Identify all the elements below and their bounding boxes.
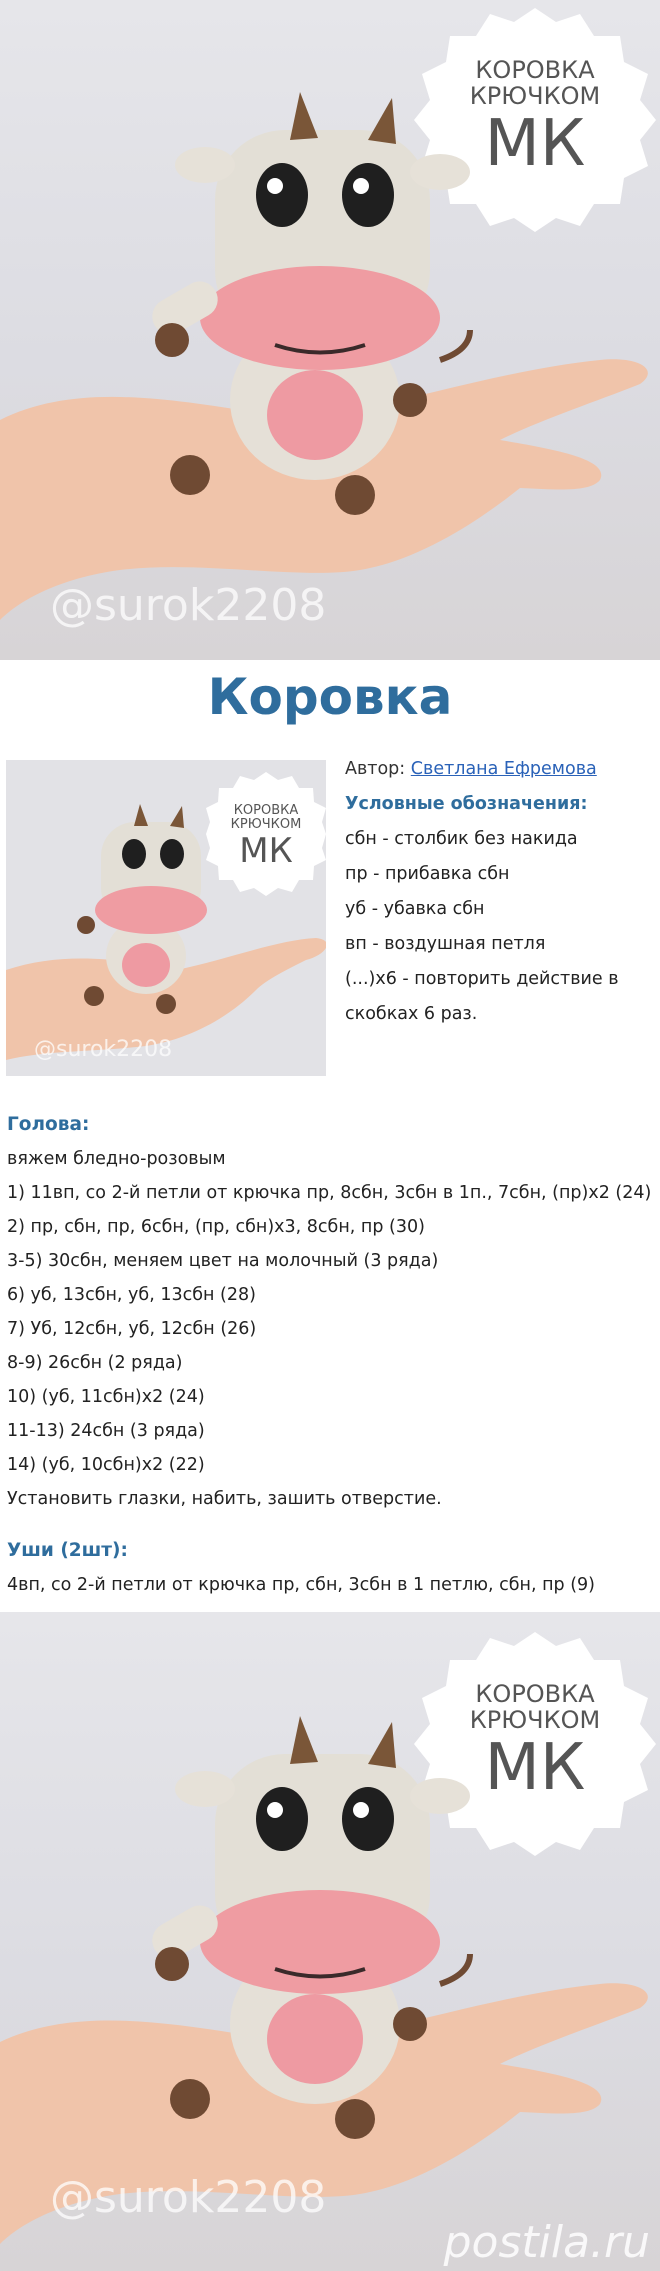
step-line: 6) уб, 13сбн, уб, 13сбн (28)	[7, 1285, 256, 1305]
badge-line1: КОРОВКА	[475, 56, 595, 84]
watermark: @surok2208	[50, 2172, 327, 2223]
site-watermark: postila.ru	[443, 2217, 650, 2268]
legend-item: пр - прибавка сбн	[345, 864, 510, 884]
badge-line2: КРЮЧКОМ	[469, 82, 601, 110]
legend-title: Условные обозначения:	[345, 794, 588, 814]
thumb-badge-mk: МК	[239, 831, 293, 871]
legend-item: скобках 6 раз.	[345, 1004, 478, 1024]
horn-left	[290, 92, 318, 140]
section-ears-title: Уши (2шт):	[7, 1540, 128, 1561]
mk-badge	[414, 8, 656, 232]
legend-item: (...)х6 - повторить действие в	[345, 969, 619, 989]
author-link[interactable]: Светлана Ефремова	[410, 759, 597, 779]
legend-item: уб - убавка сбн	[345, 899, 485, 919]
step-line: 8-9) 26сбн (2 ряда)	[7, 1353, 183, 1373]
author-line	[345, 752, 655, 787]
cow-photo-top	[0, 0, 660, 660]
step-line: Установить глазки, набить, зашить отверстие.	[7, 1489, 442, 1509]
step-line: 14) (уб, 10сбн)х2 (22)	[7, 1455, 205, 1475]
section-head-title: Голова:	[7, 1114, 90, 1135]
badge-line1: КОРОВКА	[475, 1680, 595, 1708]
legend-item: вп - воздушная петля	[345, 934, 546, 954]
step-line: 1) 11вп, со 2-й петли от крючка пр, 8сбн, 3сбн в 1п., 7сбн, (пр)х2 (24)	[7, 1183, 652, 1203]
badge-line2: КРЮЧКОМ	[469, 1706, 601, 1734]
cow-photo-bottom	[0, 1612, 660, 2271]
page-title: Коровка	[207, 668, 453, 726]
badge-mk: МК	[484, 1731, 586, 1805]
instructions	[7, 1108, 657, 1602]
intro-block	[345, 752, 655, 1032]
step-line: 2) пр, сбн, пр, 6сбн, (пр, сбн)х3, 8сбн, пр (30)	[7, 1217, 425, 1237]
step-line: 11-13) 24сбн (3 ряда)	[7, 1421, 205, 1441]
author-label: Автор:	[345, 759, 406, 779]
cow-udder	[267, 370, 363, 460]
mk-badge	[414, 1632, 656, 1856]
watermark: @surok2208	[50, 580, 327, 631]
horn-right	[368, 98, 396, 144]
step-line: 10) (уб, 11сбн)х2 (24)	[7, 1387, 205, 1407]
badge-mk: МК	[484, 107, 586, 181]
thumb-badge-line1: КОРОВКА	[233, 803, 299, 818]
step-line: 4вп, со 2-й петли от крючка пр, сбн, 3сбн в 1 петлю, сбн, пр (9)	[7, 1575, 595, 1595]
thumb-badge-line2: КРЮЧКОМ	[230, 817, 302, 832]
thumb-watermark: @surok2208	[34, 1037, 173, 1062]
step-line: 3-5) 30сбн, меняем цвет на молочный (3 ряда)	[7, 1251, 439, 1271]
step-line: 7) Уб, 12сбн, уб, 12сбн (26)	[7, 1319, 257, 1339]
legend-item: сбн - столбик без накида	[345, 829, 578, 849]
step-line: вяжем бледно-розовым	[7, 1149, 226, 1169]
cow-photo-thumb	[6, 760, 326, 1076]
